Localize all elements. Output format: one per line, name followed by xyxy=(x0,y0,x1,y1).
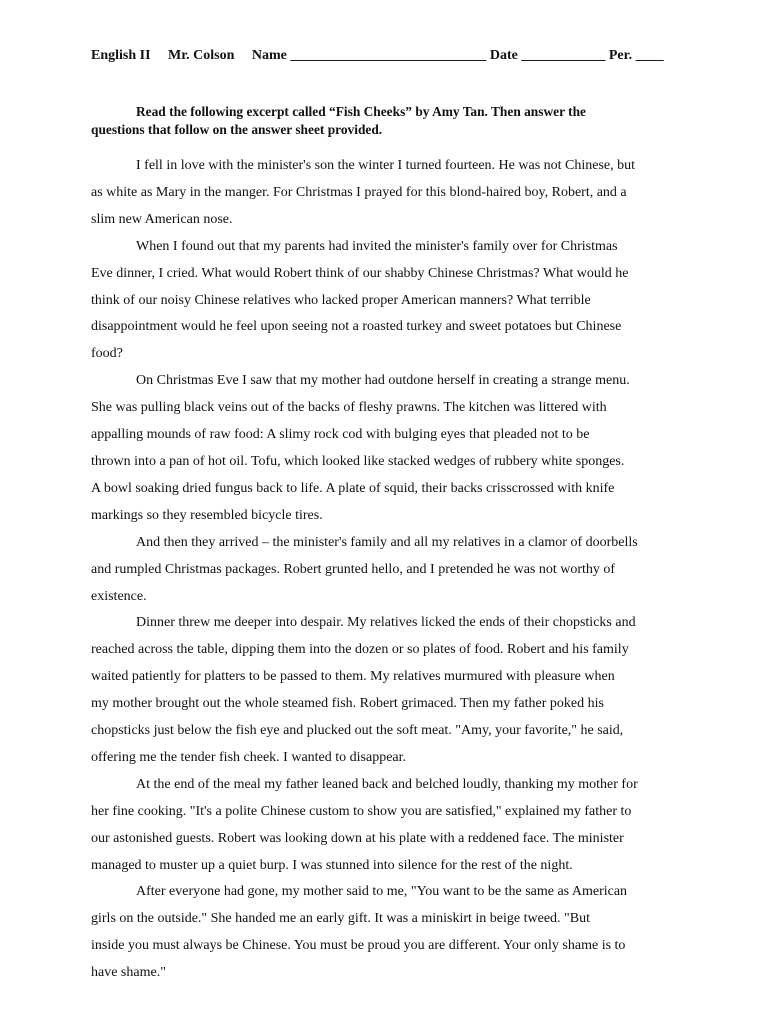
text-line: our astonished guests. Robert was looking down at his plate with a reddened face. The minister xyxy=(91,830,624,846)
text-line: markings so they resembled bicycle tires. xyxy=(91,507,323,523)
paragraph xyxy=(91,530,691,611)
paragraph xyxy=(91,234,691,369)
text-line: On Christmas Eve I saw that my mother had outdone herself in creating a strange menu. xyxy=(136,373,630,389)
text-line: I fell in love with the minister's son the winter I turned fourteen. He was not Chinese, but xyxy=(136,158,636,173)
text-line: have shame." xyxy=(91,965,166,981)
text-line: waited patiently for platters to be passed to them. My relatives murmured with pleasure when xyxy=(91,669,615,685)
paragraph xyxy=(91,368,691,529)
text-line: After everyone had gone, my mother said to me, "You want to be the same as American xyxy=(136,884,628,900)
text-line: disappointment would he feel upon seeing not a roasted turkey and sweet potatoes but Chinese xyxy=(91,319,622,335)
paragraph xyxy=(91,610,691,771)
text-line: managed to muster up a quiet burp. I was stunned into silence for the rest of the night. xyxy=(91,857,573,873)
text-line: my mother brought out the whole steamed fish. Robert grimaced. Then my father poked his xyxy=(91,696,604,712)
text-line: At the end of the meal my father leaned back and belched loudly, thanking my mother for xyxy=(136,776,638,792)
text-line: When I found out that my parents had invited the minister's family over for Christmas xyxy=(136,238,618,254)
text-line: thrown into a pan of hot oil. Tofu, which looked like stacked wedges of rubbery white sponges. xyxy=(91,453,625,469)
text-line: existence. xyxy=(91,588,147,604)
excerpt-body xyxy=(91,153,691,987)
text-line: inside you must always be Chinese. You must be proud you are different. Your only shame is to xyxy=(91,938,626,954)
paragraph xyxy=(91,772,691,880)
text-line: And then they arrived – the minister's family and all my relatives in a clamor of doorbells xyxy=(136,534,638,550)
text-line: think of our noisy Chinese relatives who lacked proper American manners? What terrible xyxy=(91,292,591,308)
paragraph xyxy=(91,879,691,987)
text-line: reached across the table, dipping them into the dozen or so plates of food. Robert and his family xyxy=(91,642,629,658)
worksheet-header: English II Mr. Colson Name ____________________________ Date ____________ Per. ____ xyxy=(91,48,664,63)
paragraph xyxy=(91,153,691,234)
text-line: her fine cooking. "It's a polite Chinese custom to show you are satisfied," explained my father to xyxy=(91,803,632,819)
text-line: She was pulling black veins out of the backs of fleshy prawns. The kitchen was littered with xyxy=(91,400,607,416)
instructions-line: questions that follow on the answer sheet provided. xyxy=(91,122,383,137)
text-line: Eve dinner, I cried. What would Robert think of our shabby Chinese Christmas? What would he xyxy=(91,265,629,281)
text-line: food? xyxy=(91,346,123,362)
text-line: and rumpled Christmas packages. Robert grunted hello, and I pretended he was not worthy of xyxy=(91,561,616,577)
text-line: A bowl soaking dried fungus back to life. A plate of squid, their backs crisscrossed with knife xyxy=(91,480,615,496)
text-line: girls on the outside." She handed me an early gift. It was a miniskirt in beige tweed. "But xyxy=(91,911,590,927)
instructions-line: Read the following excerpt called “Fish Cheeks” by Amy Tan. Then answer the xyxy=(136,104,586,119)
text-line: slim new American nose. xyxy=(91,211,233,227)
text-line: as white as Mary in the manger. For Christmas I prayed for this blond-haired boy, Robert, and a xyxy=(91,184,627,200)
text-line: Dinner threw me deeper into despair. My relatives licked the ends of their chopsticks and xyxy=(136,615,636,631)
instructions xyxy=(91,103,681,139)
text-line: offering me the tender fish cheek. I wanted to disappear. xyxy=(91,749,407,765)
text-line: chopsticks just below the fish eye and plucked out the soft meat. "Amy, your favorite," he said, xyxy=(91,723,624,739)
text-line: appalling mounds of raw food: A slimy rock cod with bulging eyes that pleaded not to be xyxy=(91,427,590,443)
